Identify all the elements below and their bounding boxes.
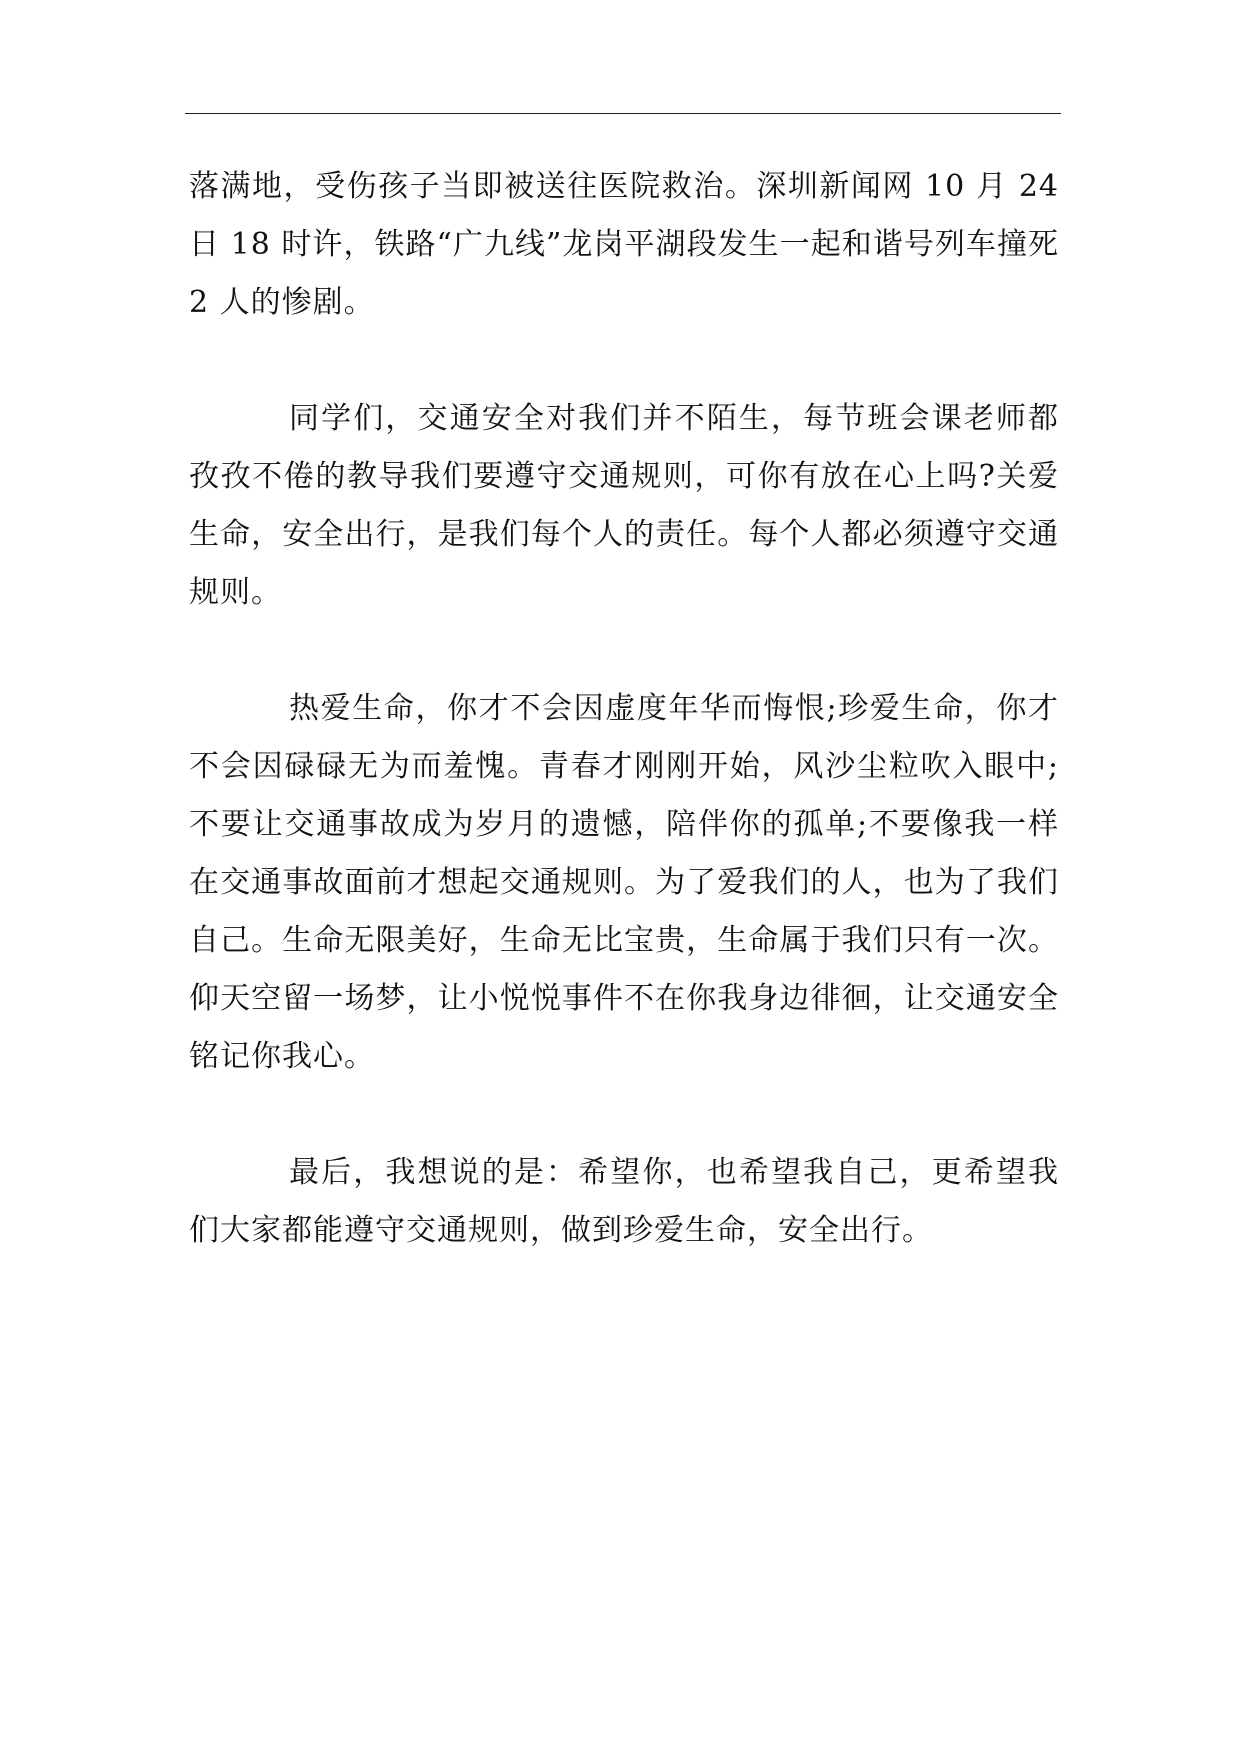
paragraph-2: 同学们，交通安全对我们并不陌生，每节班会课老师都孜孜不倦的教导我们要遵守交通规则，可你有放在心上吗?关爱生命，安全出行，是我们每个人的责任。每个人都必须遵守交通规则。 bbox=[189, 401, 1059, 610]
document-body bbox=[189, 158, 1059, 1260]
paragraph-1: 落满地，受伤孩子当即被送往医院救治。深圳新闻网 10 月 24 日 18 时许，铁路“广九线”龙岗平湖段发生一起和谐号列车撞死 2 人的惨剧。 bbox=[189, 169, 1059, 320]
header-rule bbox=[185, 113, 1061, 114]
paragraph-3: 热爱生命，你才不会因虚度年华而悔恨;珍爱生命，你才不会因碌碌无为而羞愧。青春才刚刚开始，风沙尘粒吹入眼中;不要让交通事故成为岁月的遗憾，陪伴你的孤单;不要像我一样在交通事故面前才想起交通规则。为了爱我们的人，也为了我们自己。生命无限美好，生命无比宝贵，生命属于我们只有一次。仰天空留一场梦，让小悦悦事件不在你我身边徘徊，让交通安全铭记你我心。 bbox=[189, 691, 1059, 1074]
paragraph-4: 最后，我想说的是：希望你，也希望我自己，更希望我们大家都能遵守交通规则，做到珍爱生命，安全出行。 bbox=[189, 1155, 1059, 1248]
